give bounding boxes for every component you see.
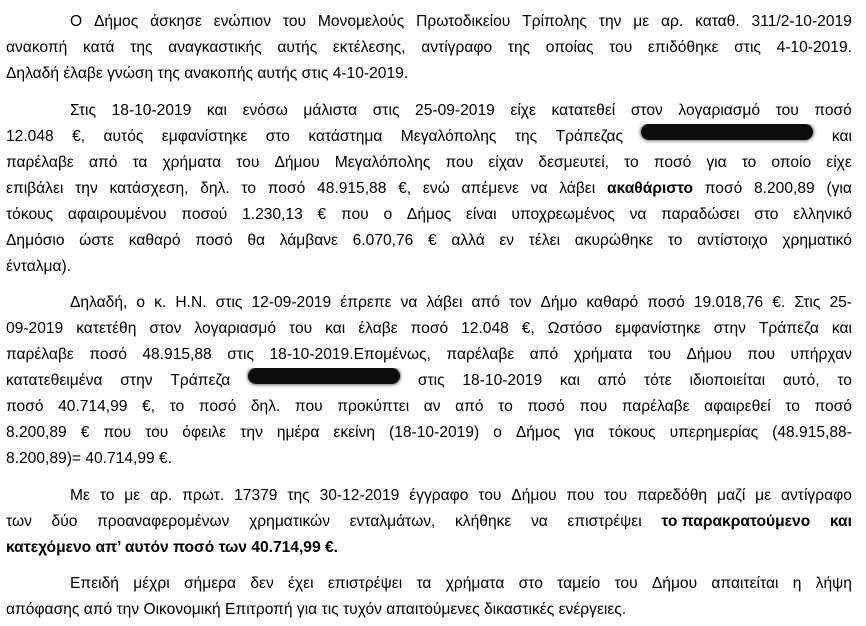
word: στην — [713, 320, 746, 337]
word: της — [514, 128, 538, 145]
word: 18-10-2019.Επομένως, — [269, 346, 431, 363]
word: €, — [142, 398, 156, 415]
word: αυτής — [277, 39, 318, 56]
word: Ο — [70, 13, 83, 30]
word: στην — [120, 372, 153, 389]
word: του — [289, 320, 313, 337]
word: θα — [247, 232, 266, 249]
word: είχαν — [488, 154, 524, 171]
word: εκείνη — [333, 424, 376, 441]
word: ποσού — [181, 206, 228, 223]
word: κατάστημα — [308, 128, 383, 145]
word: 09-2019 — [6, 320, 64, 337]
word: τα — [132, 154, 148, 171]
word: €. — [772, 294, 786, 311]
word: του — [478, 487, 502, 504]
word: παραδώσει — [661, 206, 740, 223]
word: είχε — [826, 154, 852, 171]
word: του — [614, 575, 638, 592]
word: ελληνικό — [793, 206, 852, 223]
word: το — [667, 232, 683, 249]
word: Τρίπολης — [522, 13, 587, 30]
word: και — [831, 128, 852, 145]
word: στον — [149, 320, 182, 337]
word: στις — [215, 294, 243, 311]
word: ποσό — [814, 398, 852, 415]
word: 18-10-2019 — [111, 102, 192, 119]
word: στον — [630, 102, 663, 119]
word: χρήματα — [162, 154, 222, 171]
word: από — [471, 294, 500, 311]
para3-line7: 8.200,89)= 40.714,99 €. — [6, 450, 173, 467]
word: χρήματα — [573, 346, 633, 363]
word: αρ. — [150, 487, 173, 504]
word: που — [579, 398, 608, 415]
word: Πρωτοδικείου — [416, 13, 511, 30]
para2-line7: ένταλμα). — [6, 258, 72, 275]
word: μαζί — [716, 487, 746, 504]
word: λήψη — [815, 575, 852, 592]
word: Στις — [794, 294, 821, 311]
para2-line6 — [6, 228, 852, 254]
word: στο — [518, 575, 543, 592]
word: στις — [417, 372, 445, 389]
word: ποσό — [195, 232, 233, 249]
word: (48.915,88- — [772, 424, 852, 441]
word: για — [574, 424, 595, 441]
word: το — [741, 154, 757, 171]
word: για — [706, 154, 727, 171]
para1-line3: Δηλαδή έλαβε γνώση της ανακοπής αυτής στις 4-10-2019. — [6, 65, 409, 82]
para2-line1 — [70, 98, 852, 124]
word: να — [530, 180, 548, 197]
word: και — [831, 320, 852, 337]
word: ποσό — [198, 398, 237, 415]
word: που — [294, 398, 323, 415]
redaction-mark — [641, 124, 813, 140]
word: ποσό — [410, 320, 449, 337]
word: κατατεθεί — [551, 102, 616, 119]
word: 12-09-2019 — [251, 294, 332, 311]
word: του — [145, 424, 169, 441]
word: του — [604, 487, 628, 504]
word: δύο — [51, 513, 78, 530]
word: στο — [754, 206, 779, 223]
word: μέχρι — [133, 575, 170, 592]
word: € — [317, 206, 327, 223]
para5-line1 — [70, 571, 852, 597]
word: δηλ. — [250, 398, 281, 415]
word: παρέλαβε — [446, 346, 515, 363]
word: τόκους — [608, 424, 656, 441]
word: 48.915,88 — [317, 180, 387, 197]
word: την — [240, 424, 263, 441]
word: του — [282, 13, 307, 30]
word: κατατεθειμένα — [6, 372, 103, 389]
word: το — [624, 154, 639, 171]
word: 6.070,76 — [352, 232, 414, 249]
word: Τράπεζα — [758, 320, 819, 337]
word: 311/2-10-2019 — [751, 13, 852, 30]
word: είχε — [510, 102, 536, 119]
word: €, — [398, 180, 412, 197]
word: έχει — [288, 575, 314, 592]
word: Τράπεζα — [170, 372, 231, 389]
word: χρηματικών — [249, 513, 331, 530]
word: ώστε — [79, 232, 115, 249]
para2-line5 — [6, 202, 852, 228]
word: λάβει — [426, 294, 463, 311]
word: αντίγραφο — [421, 39, 493, 56]
word: ιδιοποιείται — [689, 372, 766, 389]
word: ποσό — [6, 398, 44, 415]
word: υπήρχαν — [790, 346, 852, 363]
word: η — [792, 575, 802, 592]
word: κατετέθη — [76, 320, 137, 337]
word: ποσό — [527, 398, 565, 415]
word: λογαριασμό — [678, 102, 761, 119]
word: χρήματα — [445, 575, 505, 592]
word: Επειδή — [70, 575, 119, 592]
word: ταμείο — [557, 575, 601, 592]
word: που — [103, 424, 132, 441]
word: από — [529, 346, 559, 363]
word: απέμενε — [461, 180, 519, 197]
word: από — [88, 154, 118, 171]
word: και — [206, 102, 228, 119]
word: Ωστόσο — [547, 320, 603, 337]
word: Δήμος — [93, 13, 139, 30]
word: € — [428, 232, 437, 249]
word: αρ. — [661, 13, 684, 30]
word: το παρακρατούμενο — [661, 513, 811, 530]
word: τον — [509, 294, 532, 311]
word: την — [75, 180, 98, 197]
word: ενώ — [422, 180, 450, 197]
word: ποσό — [267, 180, 306, 197]
word: λάμβανε — [279, 232, 339, 249]
word: καταθ. — [695, 13, 740, 30]
word: αντίγραφο — [780, 487, 852, 504]
word: στο — [265, 128, 290, 145]
word: Μονομελούς — [317, 13, 405, 30]
word: 8.200,89 — [6, 424, 67, 441]
para4-line2 — [6, 509, 852, 535]
word: 19.018,76 — [693, 294, 764, 311]
word: εν — [499, 232, 515, 249]
word: άσκησε — [150, 13, 202, 30]
word: αυτό, — [782, 372, 820, 389]
word: το — [241, 180, 257, 197]
word: ποσό — [653, 154, 692, 171]
word: της — [507, 39, 531, 56]
word: το — [169, 398, 185, 415]
para1-line2 — [6, 35, 852, 61]
word: επιβάλει — [6, 180, 64, 197]
word: Μεγαλόπολης — [400, 128, 497, 145]
word: € — [80, 424, 90, 441]
word: καθαρό — [128, 232, 181, 249]
word: τόκους — [6, 206, 54, 223]
word: να — [400, 294, 418, 311]
word: να — [629, 206, 647, 223]
word: παρεδόθη — [637, 487, 708, 504]
word: ο — [136, 294, 146, 311]
word: αυτός — [103, 128, 144, 145]
word: ποσό — [647, 294, 685, 311]
para3-line5 — [6, 394, 852, 420]
word: και — [829, 513, 852, 530]
word: τότε — [643, 372, 672, 389]
word: ποσό — [89, 346, 127, 363]
word: δηλ. — [200, 180, 230, 197]
word: το — [99, 487, 115, 504]
word: έλαβε — [358, 320, 398, 337]
word: και — [325, 320, 346, 337]
word: και — [559, 372, 580, 389]
word: που — [340, 206, 369, 223]
word: έγγραφο — [409, 487, 469, 504]
word: ο — [383, 206, 393, 223]
word: 18-10-2019 — [462, 372, 543, 389]
word: 48.915,88 — [142, 346, 212, 363]
word: της — [287, 487, 310, 504]
word: ημέρα — [276, 424, 320, 441]
para4-line3: κατεχόμενο απ’ αυτόν ποσό των 40.714,99 €. — [6, 539, 338, 556]
word: εκτέλεσης, — [332, 39, 406, 56]
word: αφαιρεθεί — [704, 398, 771, 415]
word: 30-12-2019 — [319, 487, 400, 504]
para2-line3 — [6, 150, 852, 176]
word: κατά — [82, 39, 115, 56]
word: είναι — [465, 206, 497, 223]
word: 40.714,99 — [58, 398, 128, 415]
word: όφειλε — [182, 424, 227, 441]
word: Δήμο — [540, 294, 578, 311]
word: αφαιρουμένου — [67, 206, 167, 223]
word: ακαθάριστο — [606, 180, 694, 197]
para3-line1 — [70, 290, 852, 316]
word: αναγκαστικής — [168, 39, 262, 56]
word: επιστρέψει — [567, 513, 642, 530]
word: υποχρεωμένος — [511, 206, 615, 223]
redaction-mark — [248, 368, 400, 384]
word: ακυρώθηκε — [574, 232, 654, 249]
word: Δήμος — [406, 206, 452, 223]
word: λογαριασμό — [194, 320, 277, 337]
word: Η.Ν. — [175, 294, 207, 311]
word: στις — [372, 102, 400, 119]
word: αν — [423, 398, 441, 415]
word: Δήμου — [274, 154, 320, 171]
para5-line2: απόφασης από την Οικονομική Επιτροπή για τις τυχόν απαιτούμενες δικαστικές ενέργειες. — [6, 601, 627, 618]
word: χρηματικό — [782, 232, 852, 249]
word: παρέλαβε — [6, 346, 74, 363]
word: τέλει — [528, 232, 561, 249]
word: Δήμου — [511, 487, 557, 504]
word: προαναφερομένων — [97, 513, 230, 530]
word: Τράπεζας — [555, 128, 624, 145]
para4-line1 — [70, 483, 852, 509]
word: τα — [416, 575, 432, 592]
word: μάλιστα — [303, 102, 358, 119]
word: σήμερα — [183, 575, 237, 592]
word: εμφανίστηκε — [615, 320, 701, 337]
word: 12.048 — [461, 320, 509, 337]
word: που — [445, 154, 474, 171]
word: 17379 — [234, 487, 278, 504]
word: 12.048 — [6, 128, 54, 145]
word: οποίας — [545, 39, 594, 56]
word: εμφανίστηκε — [161, 128, 248, 145]
word: από — [597, 372, 627, 389]
word: οποίο — [771, 154, 812, 171]
word: Με — [70, 487, 90, 504]
para1-line1 — [70, 9, 852, 35]
word: (για — [826, 180, 852, 197]
word: ενταλμάτων, — [349, 513, 436, 530]
word: Δηλαδή, — [70, 294, 128, 311]
word: στις — [734, 39, 761, 56]
para3-line4 — [6, 368, 852, 394]
word: ποσό — [814, 102, 852, 119]
word: το — [837, 372, 852, 389]
word: να — [530, 513, 548, 530]
word: που — [747, 346, 776, 363]
word: επιστρέψει — [327, 575, 403, 592]
word: €, — [72, 128, 86, 145]
word: του — [609, 39, 633, 56]
word: 25- — [829, 294, 852, 311]
word: παρέλαβε — [6, 154, 74, 171]
word: κατάσχεση, — [109, 180, 189, 197]
word: ποσό — [704, 180, 743, 197]
word: του — [647, 346, 672, 363]
word: στις — [227, 346, 254, 363]
para3-line2 — [6, 316, 852, 342]
word: κ. — [154, 294, 167, 311]
word: δεσμευτεί, — [538, 154, 610, 171]
word: αλλά — [451, 232, 485, 249]
word: Δήμου — [651, 575, 698, 592]
word: Δήμου — [686, 346, 732, 363]
word: 8.200,89 — [754, 180, 815, 197]
word: με — [633, 13, 650, 30]
word: ενώπιον — [213, 13, 272, 30]
word: ο — [493, 424, 502, 441]
word: απαιτείται — [711, 575, 779, 592]
para3-line3 — [6, 342, 852, 368]
word: λάβει — [559, 180, 596, 197]
word: καθαρό — [586, 294, 639, 311]
word: από — [455, 398, 484, 415]
word: 25-09-2019 — [415, 102, 495, 119]
word: παρέλαβε — [621, 398, 690, 415]
word: 4-10-2019. — [776, 39, 852, 56]
word: Μεγαλόπολης — [334, 154, 431, 171]
word: κλήθηκε — [455, 513, 512, 530]
word: του — [236, 154, 260, 171]
word: πρωτ. — [182, 487, 225, 504]
word: Στις — [70, 102, 97, 119]
word: με — [124, 487, 141, 504]
para2-line4 — [6, 176, 852, 202]
word: του — [775, 102, 799, 119]
word: δεν — [250, 575, 274, 592]
para3-line6 — [6, 420, 852, 446]
word: (18-10-2019) — [389, 424, 480, 441]
word: των — [6, 513, 32, 530]
word: ανακοπή — [6, 39, 68, 56]
word: επιδόθηκε — [647, 39, 719, 56]
word: αντίστοιχο — [697, 232, 768, 249]
word: ενόσω — [242, 102, 288, 119]
word: το — [785, 398, 800, 415]
word: υπερημερίας — [669, 424, 759, 441]
word: την — [598, 13, 622, 30]
word: προκύπτει — [337, 398, 410, 415]
word: έπρεπε — [340, 294, 392, 311]
word: με — [755, 487, 772, 504]
word: που — [566, 487, 595, 504]
word: Δήμος — [515, 424, 561, 441]
word: 1.230,13 — [242, 206, 303, 223]
word: Δημόσιο — [6, 232, 65, 249]
word: το — [498, 398, 513, 415]
word: της — [130, 39, 153, 56]
word: €, — [521, 320, 535, 337]
para2-line2 — [6, 124, 852, 150]
